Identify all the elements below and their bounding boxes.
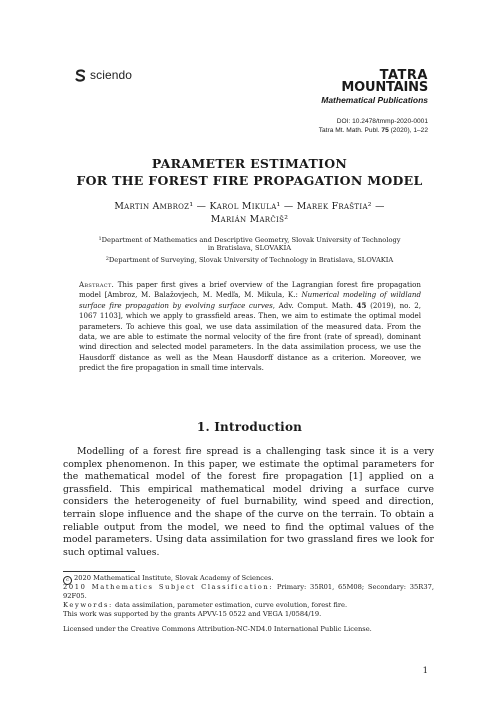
abstract-part3: (2019), no. 2, 1067 1103], which we apply to grassfield areas. Then, we aim to estimate the optimal model parameters. To achieve this goal, we use data assimilation of the measured data. From the data, we are able to estimate the normal velocity of the fire front (rate of spread), dominant wind direction and selected model parameters. In the data assimilation process, we use the Hausdorff distance as well as the Mean Hausdorff distance as a criterion. Moreover, we predict the fire propagation in small time intervals. [79,300,421,373]
msc-codes: Primary: 35R01, 65M08; Secondary: 35R37, 92F05. [63,583,434,600]
footnote-keywords [63,601,434,610]
copyright-icon: c [63,576,72,585]
paper-title-line1: PARAMETER ESTIMATION [151,156,348,171]
affiliation-2-number: 2 [105,256,109,262]
publisher-logo [75,68,132,82]
footnote-license: Licensed under the Creative Commons Attribution-NC-ND4.0 International Public License. [63,625,372,633]
section-heading: 1. Introduction [196,420,303,434]
footnote-msc [63,583,434,601]
page-number: 1 [422,666,428,676]
publisher-name: sciendo [90,68,133,82]
citation-volume: 75 [381,127,389,134]
abstract-part2: , Adv. Comput. Math. [272,300,353,310]
keywords-label: Keywords: [63,601,113,609]
affiliation-1-text: Department of Mathematics and Descriptive Geometry, Slovak University of Technology [101,236,401,244]
journal-logo [321,70,428,105]
paper-title-line2: FOR THE FOREST FIRE PROPAGATION MODEL [76,173,423,188]
sciendo-logo-icon [75,69,86,82]
abstract-volume: 45 [356,300,367,310]
abstract-cited-title: Numerical modeling of wildland surface fire propagation by evolving surface curves [79,290,421,310]
journal-logo-line1: TATRA [379,68,428,83]
affiliation-1-number: 1 [98,236,102,242]
keywords-text: data assimilation, parameter estimation, curve evolution, forest fire. [115,601,348,609]
affiliation-2 [0,256,499,265]
citation [319,126,428,135]
affiliation-2-text: Department of Surveying, Slovak University of Technology in Bratislava, SLOVAKIA [108,256,394,264]
authors-line1: Martin Ambroz¹ — Karol Mikula¹ — Marek Fraštia² — [114,201,385,212]
journal-logo-line2: MOUNTAINS [341,80,428,95]
footnote-rule [63,571,135,572]
abstract [79,280,421,374]
doi-block [319,117,428,135]
abstract-part1: This paper first gives a brief overview of the Lagrangian forest fire propagation model [Ambroz, M. Balažovjech, M. Medľa, M. Mikula, K.: [79,280,421,300]
footnote-grant: This work was supported by the grants APVV-15 0522 and VEGA 1/0584/19. [63,610,322,618]
doi: DOI: 10.2478/tmmp-2020-0001 [336,118,428,125]
intro-paragraph: Modelling of a forest fire spread is a challenging task since it is a very complex phenomenon. In this paper, we estimate the optimal parameters for the mathematical model of the forest fire propagation [1] applied on a grassfield. This empirical mathematical model driving a surface curve considers the heterogeneity of fuel burnability, wind speed and direction, terrain slope influence and the shape of the curve on the terrain. To obtain a reliable output from the model, we need to find the optimal values of the model parameters. Using data assimilation for two grassland fires we look for such optimal values. [63,446,434,558]
affiliation-1-continued: in Bratislava, SLOVAKIA [207,244,292,252]
msc-label: 2010 Mathematics Subject Classification: [63,583,274,591]
authors-line2: Marián Marčiš² [210,214,289,225]
citation-suffix: (2020), 1–22 [390,127,428,134]
citation-prefix: Tatra Mt. Math. Publ. [318,127,380,134]
journal-logo-line3: Mathematical Publications [321,95,428,105]
abstract-label: Abstract. [79,280,115,289]
copyright-text: 2020 Mathematical Institute, Slovak Academy of Sciences. [74,574,274,582]
